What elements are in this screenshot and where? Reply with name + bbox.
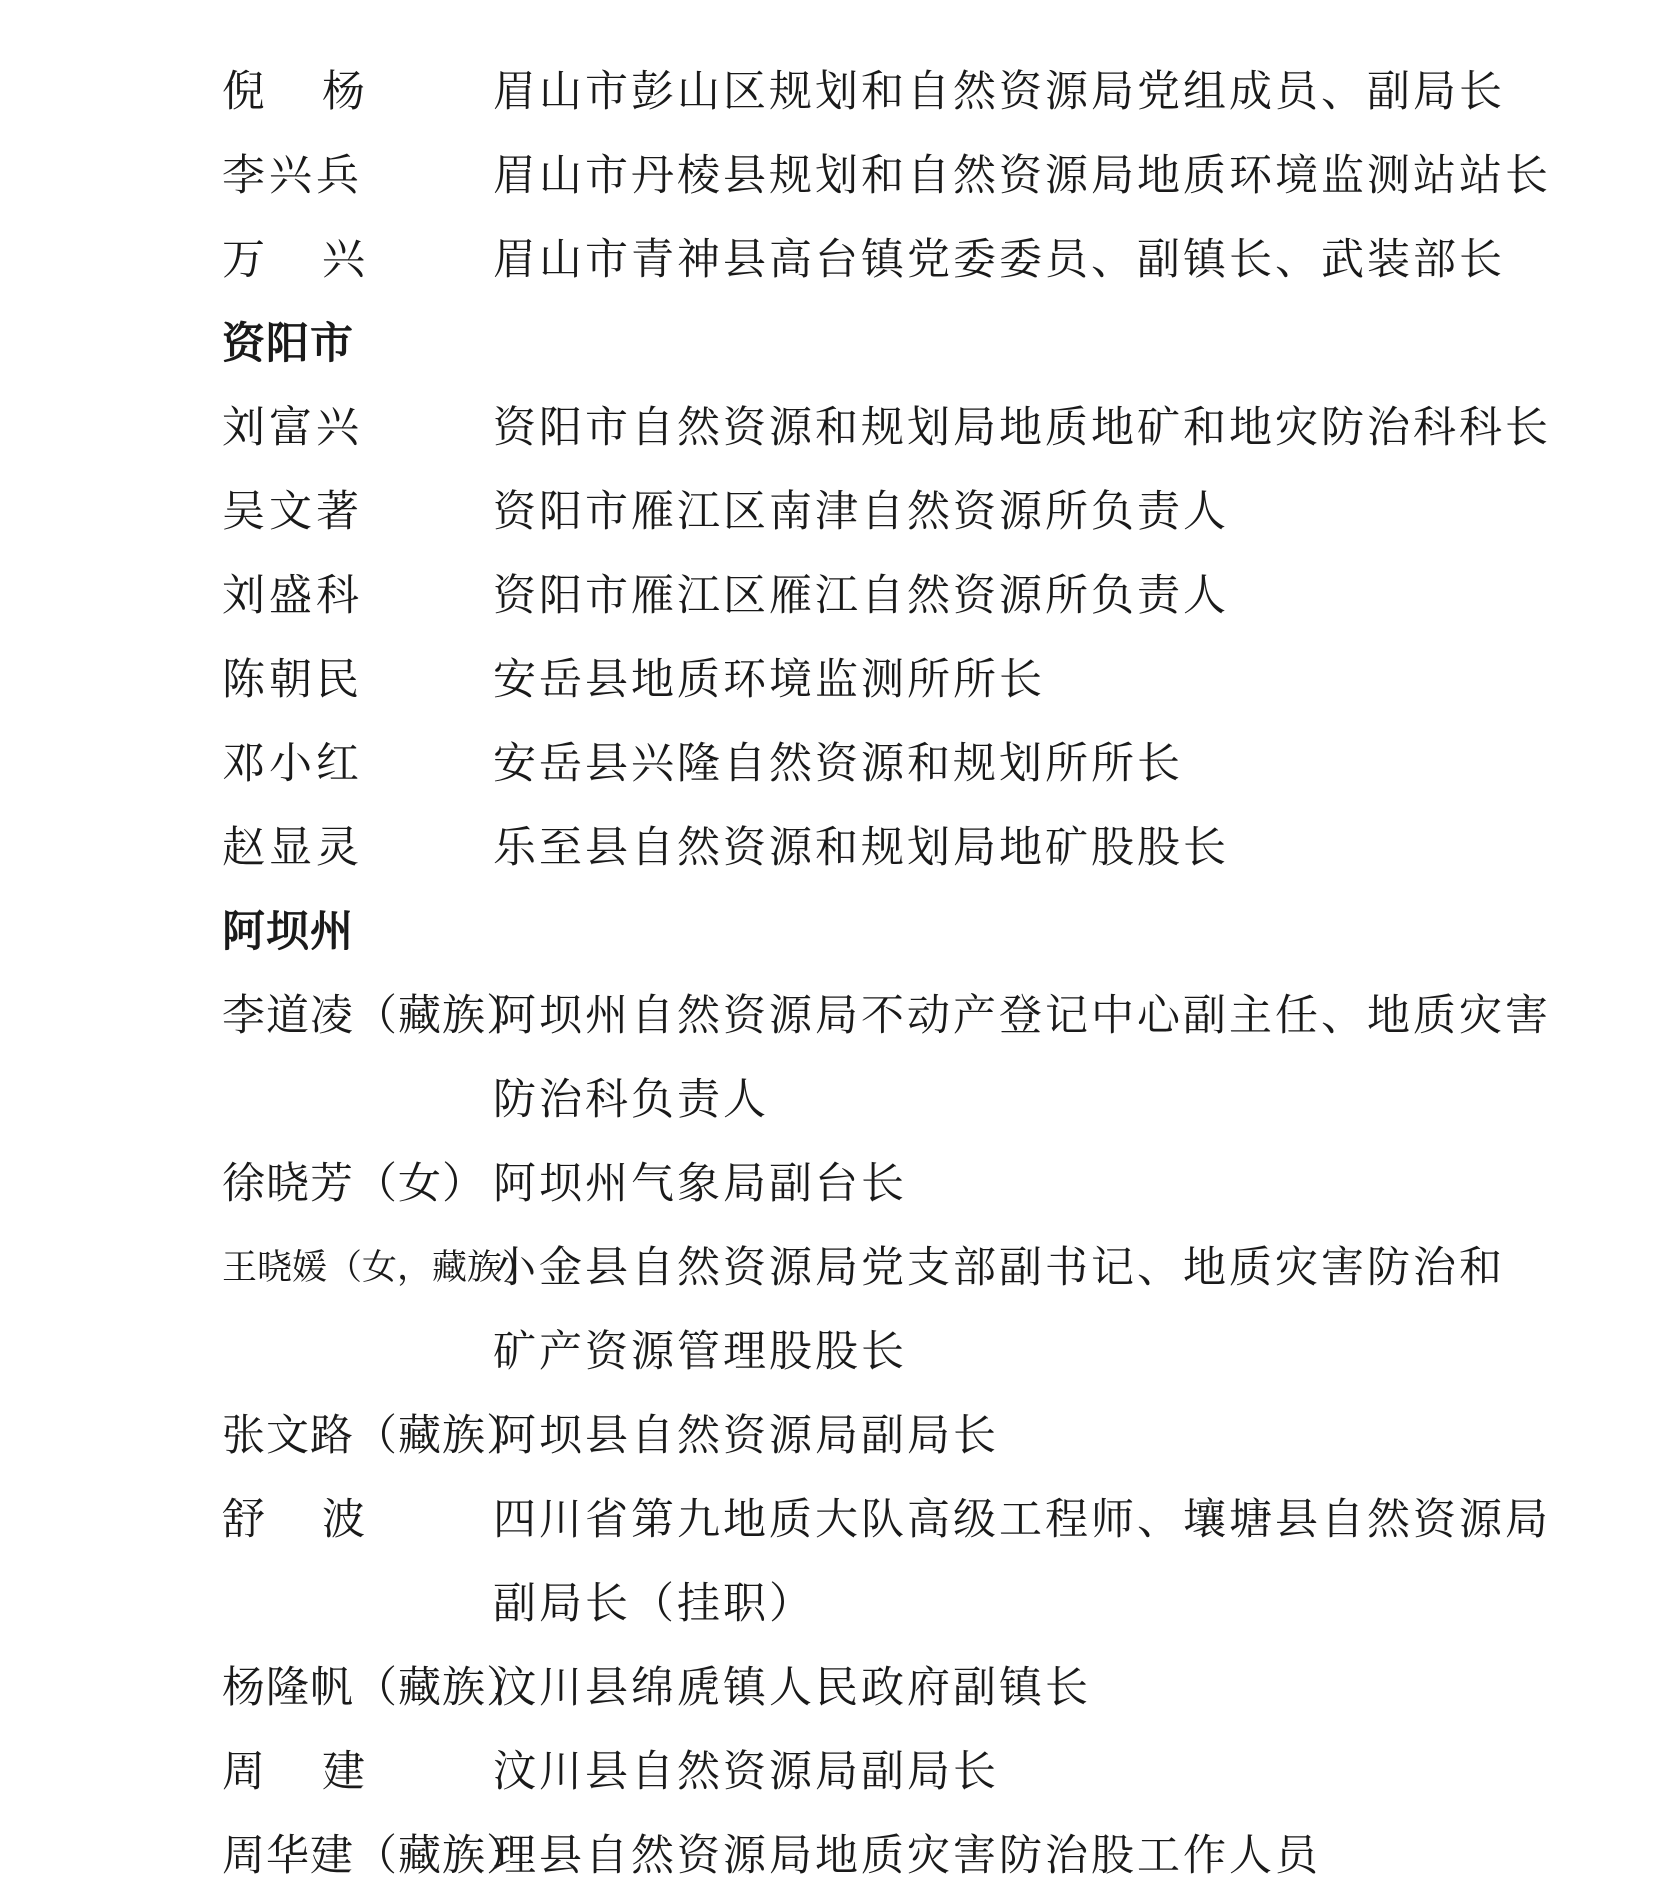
person-duty: [493, 1814, 1453, 1898]
duty-line: 汶川县自然资源局副局长: [493, 1747, 999, 1797]
list-item: [0, 1646, 1654, 1730]
duty-line: 矿产资源管理股股长: [493, 1327, 907, 1377]
person-name: 李道凌（藏族）: [222, 991, 530, 1041]
name-char: 万: [222, 235, 265, 285]
person-duty: [493, 1142, 1453, 1226]
person-name: 邓小红: [222, 739, 363, 789]
person-name: 张文路（藏族）: [222, 1411, 530, 1461]
name-char: 建: [322, 1747, 365, 1797]
person-name: 王晓媛（女，藏族）: [222, 1248, 538, 1288]
person-name: 刘富兴: [222, 403, 363, 453]
person-duty: [493, 1394, 1453, 1478]
duty-line: 防治科负责人: [493, 1075, 769, 1125]
duty-line: 理县自然资源局地质灾害防治股工作人员: [493, 1831, 1321, 1881]
person-duty: 资阳市自然资源和规划局地质地矿和地灾防治科科长: [493, 403, 1551, 453]
duty-line: 阿坝州自然资源局不动产登记中心副主任、地质灾害: [493, 991, 1551, 1041]
list-item: [0, 1226, 1654, 1394]
duty-line: 副局长（挂职）: [493, 1579, 815, 1629]
person-name: 李兴兵: [222, 151, 363, 201]
person-duty: 资阳市雁江区雁江自然资源所负责人: [493, 571, 1229, 621]
list-item: [0, 638, 1654, 722]
name-char: 周: [222, 1747, 265, 1797]
section-heading: 资阳市: [222, 319, 354, 369]
duty-line: 小金县自然资源局党支部副书记、地质灾害防治和: [493, 1243, 1505, 1293]
list-item: [0, 1478, 1654, 1646]
section-heading: 阿坝州: [222, 907, 354, 957]
list-item: [0, 386, 1654, 470]
person-name: 赵显灵: [222, 823, 363, 873]
person-duty: 眉山市彭山区规划和自然资源局党组成员、副局长: [493, 67, 1505, 117]
person-name: 周华建（藏族）: [222, 1831, 530, 1881]
person-duty: [493, 1646, 1453, 1730]
list-item: [0, 974, 1654, 1142]
person-duty: [493, 1730, 1453, 1814]
list-item: [0, 470, 1654, 554]
name-char: 舒: [222, 1495, 265, 1545]
duty-line: 汶川县绵虒镇人民政府副镇长: [493, 1663, 1091, 1713]
duty-line: 阿坝县自然资源局副局长: [493, 1411, 999, 1461]
person-duty: 安岳县地质环境监测所所长: [493, 655, 1045, 705]
list-item: [0, 134, 1654, 218]
person-duty: [493, 974, 1551, 1142]
person-duty: 安岳县兴隆自然资源和规划所所长: [493, 739, 1183, 789]
person-name: 刘盛科: [222, 571, 363, 621]
person-duty: [493, 1478, 1551, 1646]
person-duty: [493, 1226, 1505, 1394]
person-duty: 乐至县自然资源和规划局地矿股股长: [493, 823, 1229, 873]
person-name: 陈朝民: [222, 655, 363, 705]
name-char: 倪: [222, 67, 265, 117]
list-item: [0, 1730, 1654, 1814]
person-name: 杨隆帆（藏族）: [222, 1663, 530, 1713]
name-char: 杨: [322, 67, 365, 117]
list-item: [0, 1814, 1654, 1898]
person-duty: 资阳市雁江区南津自然资源所负责人: [493, 487, 1229, 537]
list-item: [0, 806, 1654, 890]
person-duty: 眉山市丹棱县规划和自然资源局地质环境监测站站长: [493, 151, 1551, 201]
duty-line: 四川省第九地质大队高级工程师、壤塘县自然资源局: [493, 1495, 1551, 1545]
name-char: 兴: [322, 235, 365, 285]
name-char: 波: [322, 1495, 365, 1545]
duty-line: 阿坝州气象局副台长: [493, 1159, 907, 1209]
list-item: [0, 722, 1654, 806]
list-item: [0, 1142, 1654, 1226]
person-duty: 眉山市青神县高台镇党委委员、副镇长、武装部长: [493, 235, 1505, 285]
person-name: 徐晓芳（女）: [222, 1159, 486, 1209]
person-name: 吴文著: [222, 487, 363, 537]
list-item: [0, 1394, 1654, 1478]
list-item: [0, 50, 1654, 134]
list-item: [0, 554, 1654, 638]
list-item: [0, 218, 1654, 302]
